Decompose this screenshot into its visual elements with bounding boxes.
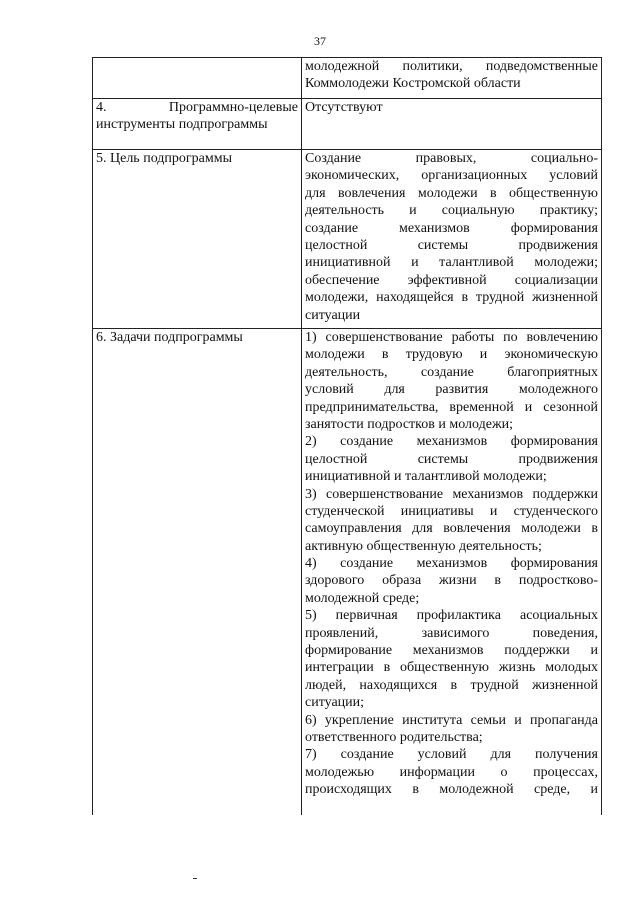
page-number: 37	[314, 34, 326, 48]
row-value-line: инициативной и талантливой молодежи;	[305, 255, 598, 271]
table-row	[93, 150, 602, 329]
row-value-line: 6) укрепление института семьи и пропаганда	[305, 712, 598, 728]
row-label-cell	[93, 329, 302, 816]
row-value-line: молодежной среде;	[305, 590, 420, 606]
row-value-line: создание механизмов формирования	[305, 220, 598, 236]
row-value-line: происходящих в молодежной среде, и	[305, 782, 598, 798]
row-value-line: 3) совершенствование механизмов поддержки	[305, 486, 598, 502]
row-value-line: молодежи, находящейся в трудной жизненной	[305, 290, 598, 306]
row-value-cell	[302, 329, 602, 816]
row-value-line: ответственного родительства;	[305, 729, 483, 745]
row-value-line: деятельность и социальную практику;	[305, 203, 598, 219]
row-value-line: инициативной и талантливой молодежи;	[305, 469, 547, 485]
scan-mark	[193, 878, 197, 879]
table-row	[93, 329, 602, 816]
row-value-cell	[302, 99, 602, 150]
row-value-line: предпринимательства, временной и сезонной	[305, 399, 598, 415]
row-label-cell	[93, 99, 302, 150]
row-value-line: деятельность, создание благоприятных	[305, 364, 598, 380]
row-value-line: Создание правовых, социально-	[305, 151, 598, 166]
row-value-line: ситуации;	[305, 695, 365, 711]
row-value-line: Отсутствуют	[305, 100, 383, 115]
row-value-line: обеспечение эффективной социализации	[305, 272, 598, 288]
row-value-line: ситуации	[305, 307, 361, 323]
row-label-line: инструменты подпрограммы	[96, 117, 268, 133]
row-value-line: интеграции в общественную жизнь молодых	[305, 660, 598, 676]
row-value-line: людей, находящихся в трудной жизненной	[305, 677, 598, 693]
row-label-cell	[93, 150, 302, 329]
row-value-line: для вовлечения молодежи в общественную	[305, 185, 598, 201]
row-value-cell	[302, 150, 602, 329]
row-value-line: молодежной политики, подведомственные	[305, 59, 598, 74]
row-value-line: молодежи в трудовую и экономическую	[305, 347, 598, 363]
row-value-line: экономических, организационных условий	[305, 168, 598, 184]
row-value-line: целостной системы продвижения	[305, 237, 598, 253]
row-label-line: 6. Задачи подпрограммы	[96, 330, 243, 345]
row-value-line: самоуправления для вовлечения молодежи в	[305, 521, 598, 537]
row-label-line: 4. Программно-целевые	[96, 100, 298, 115]
row-value-line: занятости подростков и молодежи;	[305, 416, 514, 432]
row-value-line: активную общественную деятельность;	[305, 538, 542, 554]
row-value-line: условий для развития молодежного	[305, 382, 598, 398]
row-value-line: 7) создание условий для получения	[305, 747, 598, 763]
row-value-line: 1) совершенствование работы по вовлечению	[305, 330, 598, 345]
row-label-line: 5. Цель подпрограммы	[96, 151, 232, 166]
row-value-line: студенческой инициативы и студенческого	[305, 503, 598, 519]
table-row	[93, 99, 602, 150]
row-value-cell	[302, 58, 602, 99]
row-value-line: 5) первичная профилактика асоциальных	[305, 608, 598, 624]
row-value-line: целостной системы продвижения	[305, 451, 598, 467]
row-value-line: формирование механизмов поддержки и	[305, 643, 598, 659]
row-value-line: проявлений, зависимого поведения,	[305, 625, 598, 641]
table-row	[93, 58, 602, 99]
row-value-line: 2) создание механизмов формирования	[305, 434, 598, 450]
row-value-line: молодежью информации о процессах,	[305, 764, 598, 780]
row-label-cell	[93, 58, 302, 99]
row-value-line: 4) создание механизмов формирования	[305, 556, 598, 572]
row-value-line: Коммолодежи Костромской области	[305, 76, 521, 92]
subprogram-passport-table	[92, 57, 602, 815]
row-value-line: здорового образа жизни в подростково-	[305, 573, 598, 589]
